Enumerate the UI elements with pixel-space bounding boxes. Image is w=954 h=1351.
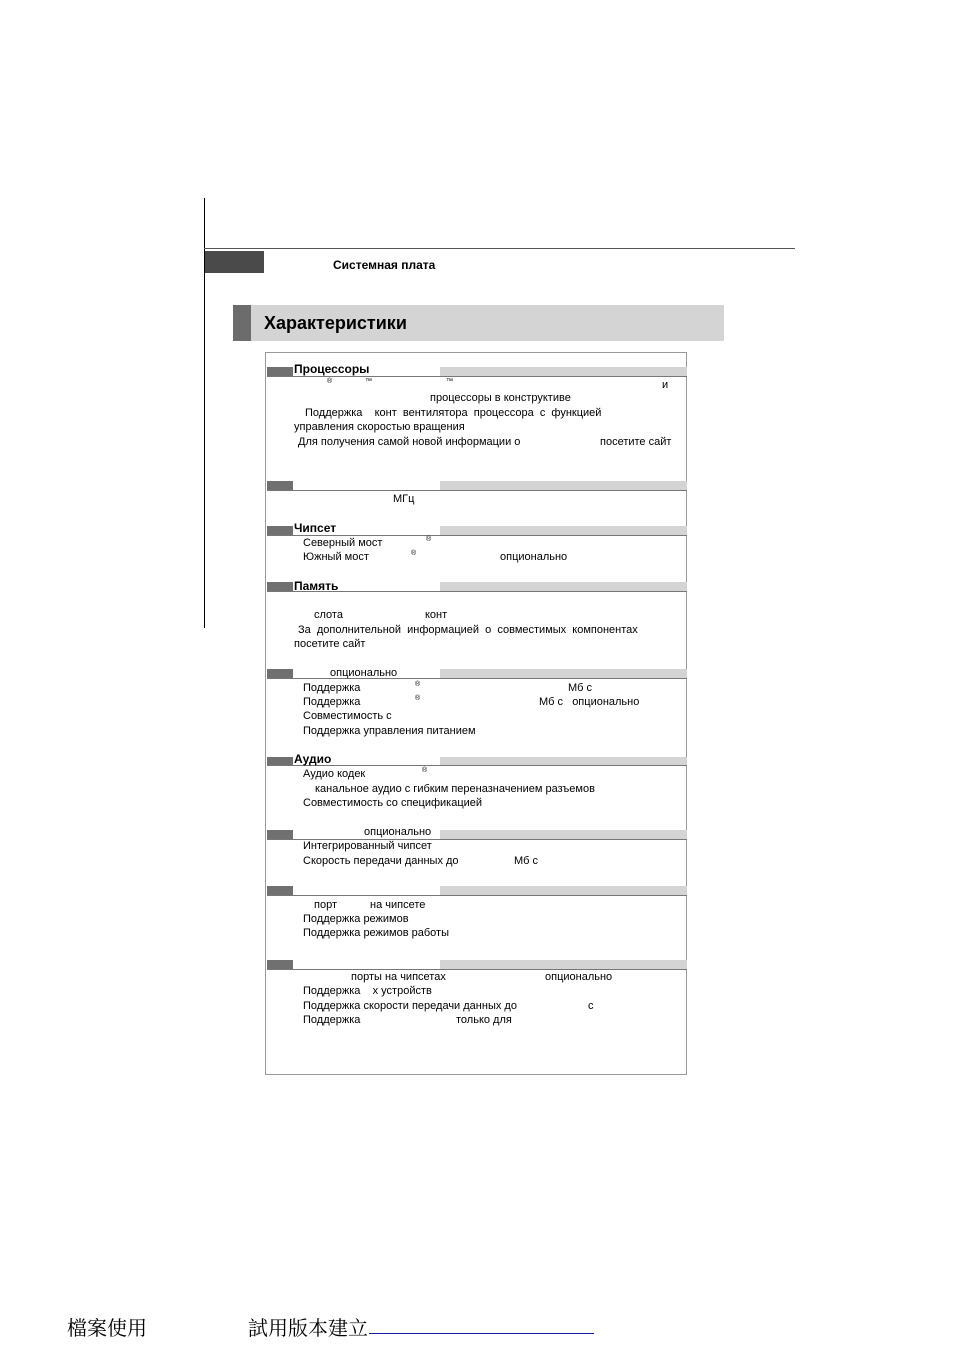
registered-mark: ® xyxy=(415,681,421,688)
lan-line2: Поддержка xyxy=(303,696,361,708)
section-rule xyxy=(267,969,687,970)
section-bar xyxy=(440,481,687,490)
memory-cont: конт xyxy=(425,609,448,621)
lan-line1: Поддержка xyxy=(303,682,361,694)
lan-line4: Поддержка управления питанием xyxy=(303,725,476,737)
memory-line1: За дополнительной информацией о совместимых компонентах xyxy=(298,624,638,636)
section-bar xyxy=(440,960,687,969)
section-bar xyxy=(440,582,687,591)
registered-mark: ® xyxy=(426,536,432,543)
section-marker xyxy=(267,367,293,376)
sata-line1: порты на чипсетах xyxy=(351,971,446,983)
registered-mark: ® xyxy=(422,767,428,774)
section-rule xyxy=(267,490,687,491)
section-bar xyxy=(440,367,687,376)
cpu-and: и xyxy=(662,379,669,391)
trademark-mark: ™ xyxy=(446,378,453,385)
footer-left-text: 檔案使用 xyxy=(67,1316,147,1340)
title-marker xyxy=(233,305,251,341)
cpu-line4: Для получения самой новой информации о xyxy=(298,436,521,448)
section-marker xyxy=(267,960,293,969)
sata-line3-unit: с xyxy=(588,1000,594,1012)
ieee-line1: Интегрированный чипсет xyxy=(303,840,432,852)
audio-line3: Совместимость со спецификацией xyxy=(303,797,483,809)
registered-mark: ® xyxy=(327,378,333,385)
lan-line1-speed: Мб с xyxy=(568,682,593,694)
memory-line2: посетите сайт xyxy=(294,638,366,650)
lan-optional: опционально xyxy=(330,667,398,679)
section-title-cpu: Процессоры xyxy=(294,362,370,376)
section-rule xyxy=(267,895,687,896)
footer-link-underline[interactable] xyxy=(369,1333,594,1334)
section-title-audio: Аудио xyxy=(294,752,332,766)
header-tab-block xyxy=(205,251,264,273)
ide-line3: Поддержка режимов работы xyxy=(303,927,449,939)
ide-line2: Поддержка режимов xyxy=(303,913,409,925)
cpu-line2: Поддержка конт вентилятора процессора с функцией xyxy=(305,407,602,419)
section-marker xyxy=(267,886,293,895)
sata-line4: Поддержка xyxy=(303,1014,361,1026)
section-title-memory: Память xyxy=(294,579,339,593)
ide-port: порт xyxy=(314,899,337,911)
section-marker xyxy=(267,582,293,591)
sata-line1-optional: опционально xyxy=(545,971,613,983)
page-title: Характеристики xyxy=(264,313,407,333)
section-bar xyxy=(440,886,687,895)
section-rule xyxy=(267,535,687,536)
header-rule xyxy=(204,248,795,249)
chipset-south-optional: опционально xyxy=(500,551,568,563)
sata-line3: Поддержка скорости передачи данных до xyxy=(303,1000,517,1012)
lan-line2-speed: Мб с опционально xyxy=(539,696,640,708)
section-bar xyxy=(440,830,687,839)
sata-line2: Поддержка х устройств xyxy=(303,985,432,997)
cpu-line4b: посетите сайт xyxy=(600,436,672,448)
footer-right-text: 試用版本建立 xyxy=(248,1316,368,1340)
section-bar xyxy=(440,669,687,678)
audio-line1: Аудио кодек xyxy=(303,768,366,780)
ide-chipset: на чипсете xyxy=(370,899,426,911)
section-marker xyxy=(267,830,293,839)
header-label: Системная плата xyxy=(333,258,436,272)
section-title-chipset: Чипсет xyxy=(294,521,337,535)
section-bar xyxy=(440,526,687,535)
audio-line2: канальное аудио с гибким переназначением разъемов xyxy=(315,783,595,795)
section-marker xyxy=(267,481,293,490)
section-marker xyxy=(267,526,293,535)
registered-mark: ® xyxy=(415,695,421,702)
chipset-south: Южный мост xyxy=(303,551,369,563)
memory-slots: слота xyxy=(314,609,343,621)
sata-line4b: только для xyxy=(456,1014,512,1026)
trademark-mark: ™ xyxy=(365,378,372,385)
fsb-mhz: МГц xyxy=(393,493,415,505)
ieee-line2-speed: Мб с xyxy=(514,855,539,867)
section-marker xyxy=(267,669,293,678)
lan-line3: Совместимость с xyxy=(303,710,392,722)
cpu-line3: управления скоростью вращения xyxy=(294,421,465,433)
registered-mark: ® xyxy=(411,550,417,557)
ieee-line2: Скорость передачи данных до xyxy=(303,855,459,867)
ieee-optional: опционально xyxy=(364,826,432,838)
chipset-north: Северный мост xyxy=(303,537,383,549)
section-rule xyxy=(267,376,687,377)
cpu-line1: процессоры в конструктиве xyxy=(430,392,571,404)
